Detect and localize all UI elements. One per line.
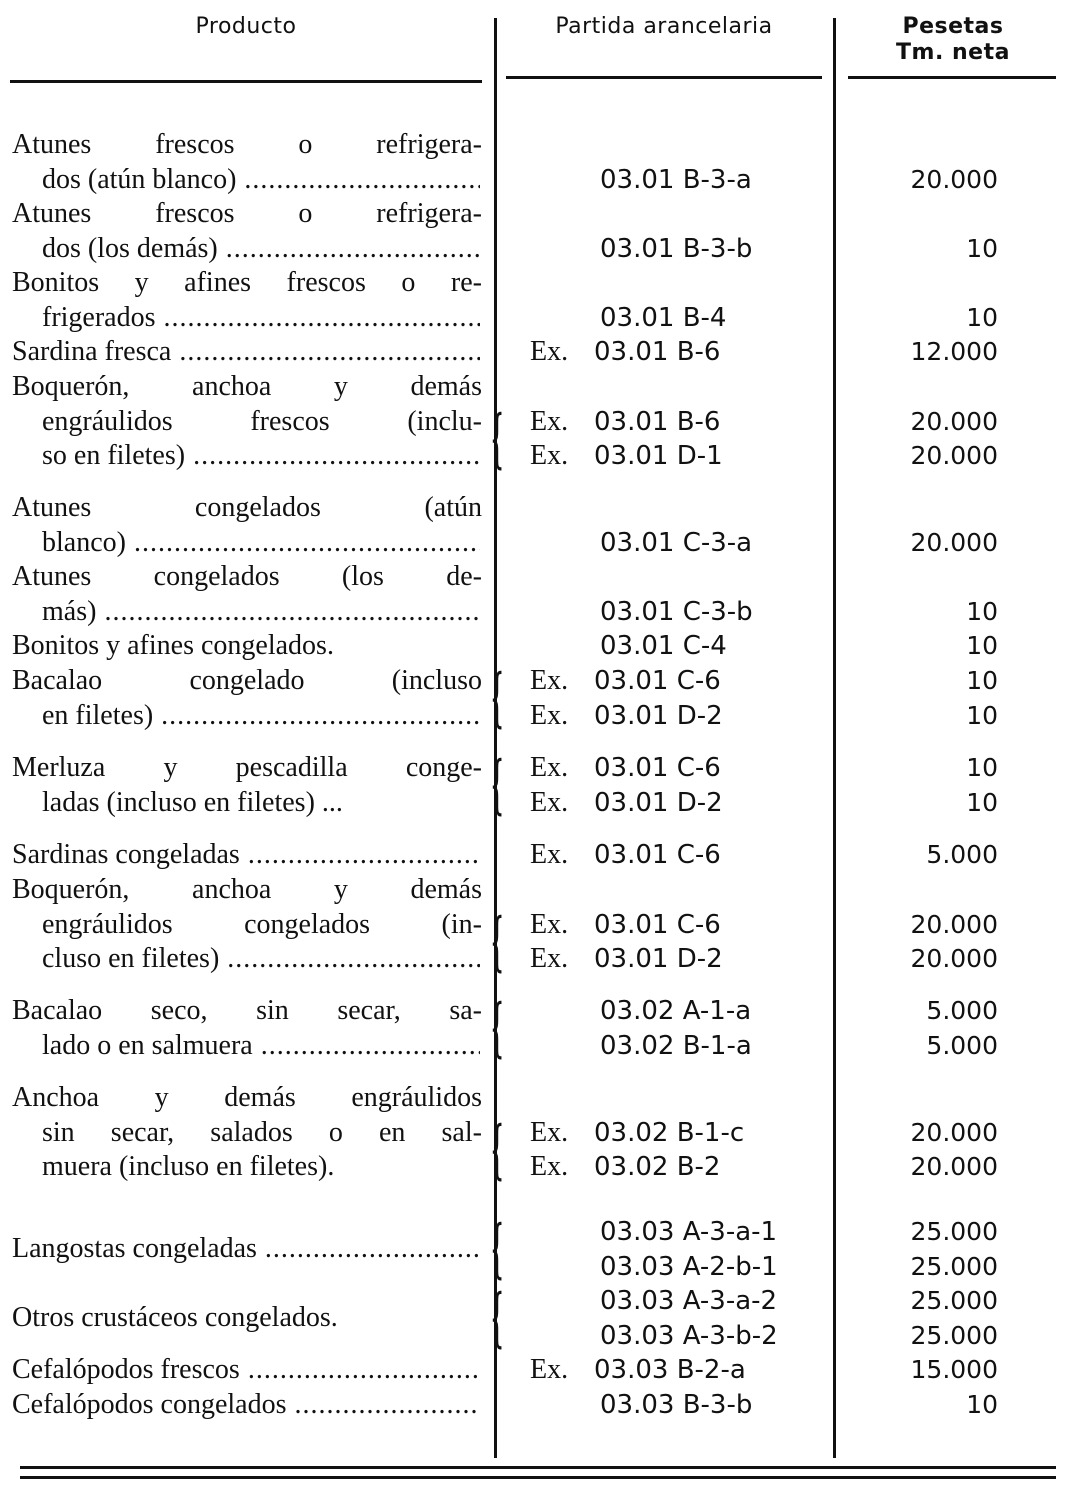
product-text: lado o en salmuera — [42, 1029, 253, 1061]
ex-prefix: Ex. — [530, 1116, 569, 1148]
partida-code — [530, 232, 830, 267]
code-text: 03.01 B-6 — [594, 337, 721, 367]
pesetas-value: 20.000 — [910, 527, 998, 557]
product-word: y — [134, 267, 149, 298]
code-text: 03.03 B-3-b — [600, 1390, 753, 1420]
product-line — [12, 1353, 482, 1388]
product-word: secar, — [110, 1116, 175, 1148]
product-word: Merluza — [12, 752, 106, 783]
product-cell — [12, 664, 482, 733]
partida-cell — [530, 163, 830, 198]
pesetas-value: 20.000 — [910, 406, 998, 436]
product-line — [12, 1081, 482, 1116]
product-word: seco, — [150, 995, 208, 1026]
product-line — [12, 526, 482, 561]
product-word: engráulidos — [351, 1082, 482, 1113]
partida-code — [530, 1388, 830, 1423]
product-text: Sardina fresca — [12, 336, 172, 367]
product-line — [12, 873, 482, 908]
pesetas-value: 10 — [966, 1390, 998, 1419]
product-cell — [12, 994, 482, 1063]
partida-code — [530, 699, 830, 734]
product-cell — [12, 1388, 482, 1423]
product-word: o — [298, 198, 313, 229]
pesetas-cell — [848, 908, 998, 977]
pesetas-value: 10 — [966, 787, 998, 817]
header-product: Producto — [195, 14, 297, 39]
pesetas-cell — [848, 751, 998, 820]
dot-leader — [244, 163, 480, 198]
product-word: Boquerón, — [12, 874, 130, 905]
partida-cell — [530, 1388, 830, 1423]
partida-cell — [530, 629, 830, 664]
product-word: anchoa — [192, 874, 272, 905]
code-text: 03.03 A-3-a-2 — [600, 1286, 778, 1316]
product-word: secar, — [337, 995, 401, 1026]
product-word: frescos — [250, 405, 330, 437]
product-word: frescos — [155, 198, 235, 229]
product-word: y — [163, 752, 178, 783]
partida-code — [530, 664, 830, 699]
product-line — [12, 1301, 482, 1336]
code-text: 03.02 B-1-c — [594, 1117, 745, 1148]
pesetas-cell — [848, 301, 998, 336]
code-text: 03.03 A-2-b-1 — [600, 1251, 778, 1282]
product-cell — [12, 1232, 482, 1267]
ex-prefix: Ex. — [530, 752, 569, 783]
grouping-brace: { — [490, 748, 505, 822]
partida-code — [530, 908, 830, 943]
ex-prefix: Ex. — [530, 405, 569, 437]
pesetas-cell — [848, 232, 998, 267]
product-word: congelados — [194, 492, 321, 523]
product-line — [12, 370, 482, 405]
product-word: Anchoa — [12, 1082, 100, 1113]
product-word: en — [378, 1116, 406, 1148]
product-word: anchoa — [192, 371, 272, 402]
partida-code — [530, 1029, 830, 1064]
partida-cell — [530, 994, 830, 1063]
dot-leader — [134, 526, 480, 561]
header-rule-pesetas — [848, 76, 1056, 79]
product-text: muera (incluso en filetes). — [42, 1151, 335, 1182]
product-line — [12, 942, 482, 977]
dot-leader — [226, 232, 480, 267]
code-text: 03.01 B-4 — [600, 302, 727, 333]
product-word: frescos — [155, 129, 235, 160]
dot-leader — [265, 1232, 480, 1267]
pesetas-cell — [848, 994, 998, 1063]
partida-code — [530, 751, 830, 786]
pesetas-value: 10 — [966, 700, 998, 730]
product-line — [12, 994, 482, 1029]
bottom-rule-2 — [20, 1476, 1056, 1479]
pesetas-cell — [848, 664, 998, 733]
dot-leader — [295, 1388, 481, 1423]
pesetas-cell — [848, 1116, 998, 1185]
partida-code — [530, 1250, 830, 1285]
pesetas-value: 5.000 — [926, 840, 998, 869]
pesetas-cell — [848, 335, 998, 370]
product-word: demás — [410, 371, 482, 402]
partida-cell — [530, 301, 830, 336]
product-text: Cefalópodos frescos — [12, 1354, 240, 1385]
product-word: sin — [256, 995, 289, 1026]
pesetas-value: 5.000 — [926, 1030, 998, 1060]
product-line — [12, 1116, 482, 1151]
product-word: (incluso — [391, 665, 482, 696]
product-text: cluso en filetes) — [42, 943, 220, 974]
column-divider-right — [833, 18, 836, 1458]
ex-prefix: Ex. — [530, 908, 569, 940]
ex-prefix: Ex. — [530, 1151, 569, 1182]
product-word: afines — [184, 267, 252, 298]
partida-code — [530, 1319, 830, 1354]
product-line — [12, 232, 482, 267]
product-word: sa- — [449, 995, 482, 1026]
pesetas-value: 20.000 — [910, 1117, 998, 1147]
partida-code — [530, 163, 830, 198]
pesetas-value: 5.000 — [926, 996, 998, 1025]
product-line — [12, 197, 482, 232]
code-text: 03.03 B-2-a — [594, 1355, 746, 1385]
product-word: demás — [224, 1082, 296, 1113]
product-text: Cefalópodos congelados — [12, 1389, 287, 1420]
code-text: 03.02 B-2 — [594, 1152, 721, 1182]
code-text: 03.01 B-3-b — [600, 233, 753, 264]
pesetas-value: 15.000 — [910, 1355, 998, 1384]
partida-code — [530, 595, 830, 630]
partida-cell — [530, 1353, 830, 1388]
partida-cell — [530, 751, 830, 820]
header-pesetas-line1: Pesetas — [902, 14, 1004, 39]
product-word: Atunes — [12, 492, 92, 523]
product-line — [12, 335, 482, 370]
pesetas-cell — [848, 1353, 998, 1388]
product-word: y — [333, 371, 348, 402]
product-line — [12, 1029, 482, 1064]
code-text: 03.01 B-3-a — [600, 164, 752, 195]
product-line — [12, 786, 482, 821]
product-cell — [12, 197, 482, 266]
pesetas-value: 10 — [966, 233, 998, 263]
ex-prefix: Ex. — [530, 336, 569, 367]
code-text: 03.02 A-1-a — [600, 996, 752, 1026]
code-text: 03.03 A-3-b-2 — [600, 1320, 778, 1351]
product-cell — [12, 266, 482, 335]
partida-cell — [530, 1116, 830, 1185]
product-word: Atunes — [12, 198, 92, 229]
ex-prefix: Ex. — [530, 839, 569, 870]
partida-cell — [530, 1284, 830, 1353]
product-word: o — [328, 1116, 343, 1148]
code-text: 03.01 B-6 — [594, 406, 721, 437]
dot-leader — [179, 335, 480, 370]
product-word: salados — [210, 1116, 293, 1148]
dot-leader — [164, 301, 480, 336]
code-text: 03.01 C-6 — [594, 753, 721, 783]
product-text: en filetes) — [42, 699, 154, 731]
product-cell — [12, 629, 482, 664]
grouping-brace: { — [490, 991, 505, 1065]
ex-prefix: Ex. — [530, 699, 569, 731]
product-text: ladas (incluso en filetes) ... — [42, 786, 343, 818]
product-text: Bonitos y afines congelados. — [12, 630, 334, 661]
product-word: re- — [450, 267, 482, 298]
ex-prefix: Ex. — [530, 665, 569, 696]
product-word: sin — [42, 1116, 75, 1148]
product-word: conge- — [405, 752, 482, 783]
code-text: 03.01 D-2 — [594, 944, 723, 974]
code-text: 03.01 D-1 — [594, 441, 723, 471]
product-word: sal- — [441, 1116, 482, 1148]
partida-cell — [530, 838, 830, 873]
pesetas-value: 25.000 — [910, 1320, 998, 1350]
product-word: (inclu- — [407, 405, 482, 437]
code-text: 03.01 C-3-a — [600, 527, 753, 558]
pesetas-value: 20.000 — [910, 164, 998, 194]
pesetas-value: 20.000 — [910, 1152, 998, 1181]
header-pesetas-line2: Tm. neta — [896, 40, 1010, 65]
product-cell — [12, 128, 482, 197]
pesetas-cell — [848, 1388, 998, 1423]
code-text: 03.01 C-6 — [594, 840, 721, 870]
product-line — [12, 128, 482, 163]
product-word: Atunes — [12, 561, 92, 592]
product-line — [12, 1150, 482, 1185]
product-word: engráulidos — [42, 405, 173, 437]
pesetas-cell — [848, 838, 998, 873]
product-word: congelados — [244, 908, 371, 940]
dot-leader — [248, 838, 480, 873]
pesetas-value: 25.000 — [910, 1251, 998, 1281]
product-cell — [12, 838, 482, 873]
product-word: Bonitos — [12, 267, 100, 298]
code-text: 03.01 C-6 — [594, 666, 721, 696]
pesetas-cell — [848, 629, 998, 664]
product-word: congelado — [189, 665, 305, 696]
product-word: demás — [410, 874, 482, 905]
grouping-brace: { — [490, 401, 505, 476]
product-text: Sardinas congeladas — [12, 839, 240, 870]
product-word: refrigera- — [376, 129, 482, 160]
grouping-brace: { — [490, 661, 505, 735]
partida-code — [530, 1284, 830, 1319]
product-text: so en filetes) — [42, 440, 186, 471]
product-line — [12, 163, 482, 198]
pesetas-value: 10 — [966, 753, 998, 782]
partida-code — [530, 1116, 830, 1151]
product-line — [12, 301, 482, 336]
ex-prefix: Ex. — [530, 440, 569, 471]
pesetas-cell — [848, 595, 998, 630]
product-word: congelados — [153, 561, 280, 592]
ex-prefix: Ex. — [530, 943, 569, 974]
code-text: 03.01 C-6 — [594, 909, 721, 940]
product-word: y — [333, 874, 348, 905]
header-pesetas — [848, 14, 1058, 66]
pesetas-value: 20.000 — [910, 944, 998, 973]
product-line — [12, 629, 482, 664]
product-line — [12, 491, 482, 526]
partida-cell — [530, 232, 830, 267]
product-line — [12, 751, 482, 786]
dot-leader — [104, 595, 480, 630]
product-text: más) — [42, 595, 97, 627]
product-text: dos (los demás) — [42, 232, 218, 264]
partida-cell — [530, 405, 830, 474]
partida-code — [530, 994, 830, 1029]
pesetas-value: 25.000 — [910, 1286, 998, 1315]
pesetas-cell — [848, 1215, 998, 1284]
product-cell — [12, 370, 482, 474]
product-word: (in- — [441, 908, 482, 940]
product-word: Bacalao — [12, 665, 103, 696]
product-line — [12, 560, 482, 595]
partida-code — [530, 1353, 830, 1388]
code-text: 03.03 A-3-a-1 — [600, 1217, 778, 1247]
product-word: (atún — [424, 492, 482, 523]
partida-code — [530, 942, 830, 977]
pesetas-value: 25.000 — [910, 1217, 998, 1246]
partida-code — [530, 405, 830, 440]
product-cell — [12, 491, 482, 560]
product-word: y — [154, 1082, 169, 1113]
code-text: 03.01 D-2 — [594, 700, 723, 731]
partida-code — [530, 1150, 830, 1185]
product-word: frescos — [286, 267, 366, 298]
grouping-brace: { — [490, 1112, 505, 1187]
product-line — [12, 439, 482, 474]
code-text: 03.02 B-1-a — [600, 1030, 752, 1061]
product-cell — [12, 335, 482, 370]
product-cell — [12, 873, 482, 977]
pesetas-value: 10 — [966, 302, 998, 332]
product-line — [12, 595, 482, 630]
pesetas-cell — [848, 163, 998, 198]
code-text: 03.01 C-3-b — [600, 596, 753, 627]
ex-prefix: Ex. — [530, 1354, 569, 1385]
header-partida: Partida arancelaria — [555, 14, 773, 39]
ex-prefix: Ex. — [530, 786, 569, 818]
partida-code — [530, 629, 830, 664]
product-word: refrigera- — [376, 198, 482, 229]
pesetas-value: 10 — [966, 631, 998, 660]
partida-code — [530, 526, 830, 561]
grouping-brace: { — [490, 1281, 505, 1355]
product-text: frigerados — [42, 301, 156, 333]
pesetas-cell — [848, 526, 998, 561]
product-text: blanco) — [42, 526, 126, 558]
product-line — [12, 1388, 482, 1423]
pesetas-cell — [848, 405, 998, 474]
product-line — [12, 699, 482, 734]
product-line — [12, 908, 482, 943]
product-cell — [12, 1353, 482, 1388]
dot-leader — [248, 1353, 480, 1388]
product-word: engráulidos — [42, 908, 173, 940]
dot-leader — [261, 1029, 480, 1064]
pesetas-value: 10 — [966, 666, 998, 695]
dot-leader — [161, 699, 480, 734]
partida-cell — [530, 526, 830, 561]
pesetas-value: 12.000 — [910, 337, 998, 366]
code-text: 03.01 D-2 — [594, 787, 723, 818]
code-text: 03.01 C-4 — [600, 631, 727, 661]
partida-code — [530, 335, 830, 370]
partida-code — [530, 1215, 830, 1250]
product-cell — [12, 1081, 482, 1185]
product-cell — [12, 751, 482, 820]
partida-code — [530, 439, 830, 474]
product-text: Langostas congeladas — [12, 1233, 257, 1265]
pesetas-cell — [848, 1284, 998, 1353]
partida-cell — [530, 908, 830, 977]
partida-cell — [530, 1215, 830, 1284]
product-line — [12, 405, 482, 440]
dot-leader — [193, 439, 480, 474]
grouping-brace: { — [490, 1212, 505, 1286]
partida-cell — [530, 664, 830, 733]
product-line — [12, 266, 482, 301]
product-line — [12, 664, 482, 699]
partida-cell — [530, 595, 830, 630]
product-word: (los — [341, 561, 384, 592]
product-word: pescadilla — [235, 752, 348, 783]
pesetas-value: 20.000 — [910, 441, 998, 470]
product-cell — [12, 1301, 482, 1336]
dot-leader — [227, 942, 480, 977]
product-line — [12, 1232, 482, 1267]
product-line — [12, 838, 482, 873]
bottom-rule-1 — [20, 1466, 1056, 1469]
product-text: dos (atún blanco) — [42, 163, 237, 195]
header-rule-product — [10, 80, 482, 83]
product-word: o — [401, 267, 416, 298]
product-word: Bacalao — [12, 995, 103, 1026]
header-rule-partida — [506, 76, 822, 79]
product-text: Otros crustáceos congelados. — [12, 1302, 338, 1334]
product-word: de- — [446, 561, 482, 592]
pesetas-value: 20.000 — [910, 909, 998, 939]
product-word: Atunes — [12, 129, 92, 160]
partida-code — [530, 301, 830, 336]
product-word: Boquerón, — [12, 371, 130, 402]
product-word: o — [298, 129, 313, 160]
partida-code — [530, 786, 830, 821]
grouping-brace: { — [490, 904, 505, 979]
product-cell — [12, 560, 482, 629]
pesetas-value: 10 — [966, 596, 998, 626]
partida-code — [530, 838, 830, 873]
partida-cell — [530, 335, 830, 370]
